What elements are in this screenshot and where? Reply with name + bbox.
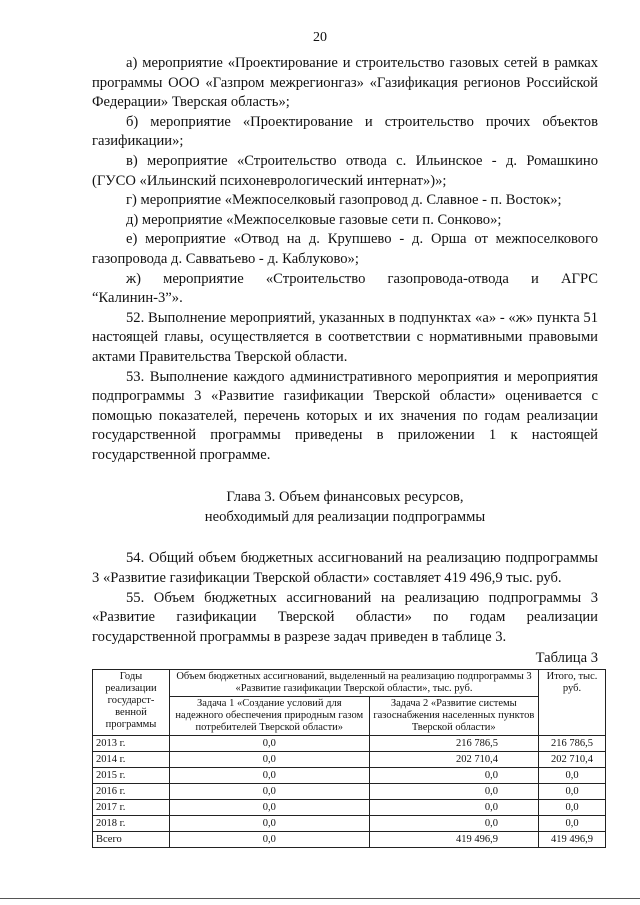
chapter-heading-line1: Глава 3. Объем финансовых ресурсов, xyxy=(226,489,464,506)
table-cell-year: 2016 г. xyxy=(93,784,170,800)
table-cell-year: 2018 г. xyxy=(93,816,170,832)
chapter-heading xyxy=(92,487,598,527)
table-cell-task1: 0,0 xyxy=(170,816,370,832)
table-row xyxy=(93,768,606,784)
paragraph-54: 54. Общий объем бюджетных ассигнований на реализацию подпрограммы 3 «Развитие газификации Тверской области» составляет 419 496,9 тыс. руб. xyxy=(92,550,598,587)
table-cell-year: Всего xyxy=(93,832,170,848)
page-number: 20 xyxy=(313,30,327,45)
table-cell-task2: 0,0 xyxy=(369,784,538,800)
table-row xyxy=(93,800,606,816)
table-cell-year: 2013 г. xyxy=(93,736,170,752)
table-cell-total: 0,0 xyxy=(539,784,606,800)
paragraph-55: 55. Объем бюджетных ассигнований на реализацию подпрограммы 3 «Развитие газификации Тверской области» по годам реализации государственной программы в разрезе задач приведен в таблице 3. xyxy=(92,589,598,645)
table-cell-task2: 216 786,5 xyxy=(369,736,538,752)
table-row xyxy=(93,784,606,800)
table-cell-total: 0,0 xyxy=(539,800,606,816)
document-body xyxy=(92,54,598,848)
header-task2: Задача 2 «Развитие системы газоснабжения населенных пунктов Тверской области» xyxy=(369,697,538,736)
table-caption: Таблица 3 xyxy=(535,650,598,667)
paragraph-b: б) мероприятие «Проектирование и строительство прочих объектов газификации»; xyxy=(92,113,598,150)
header-volume: Объем бюджетных ассигнований, выделенный на реализацию подпрограммы 3 «Развитие газификации Тверской области», тыс. руб. xyxy=(170,670,539,697)
table-cell-year: 2017 г. xyxy=(93,800,170,816)
table-cell-task1: 0,0 xyxy=(170,736,370,752)
paragraph-v: в) мероприятие «Строительство отвода с. Ильинское - д. Ромашкино (ГУСО «Ильинский психоневрологический интернат»)»; xyxy=(92,152,598,189)
table-row xyxy=(93,752,606,768)
paragraph-52: 52. Выполнение мероприятий, указанных в подпунктах «а» - «ж» пункта 51 настоящей главы, осуществляется в соответствии с нормативными правовыми актами Правительства Тверской области. xyxy=(92,309,598,365)
header-task1: Задача 1 «Создание условий для надежного обеспечения природным газом потребителей Тверской области» xyxy=(170,697,370,736)
table-cell-task2: 419 496,9 xyxy=(369,832,538,848)
paragraph-d: д) мероприятие «Межпоселковые газовые сети п. Сонково»; xyxy=(126,211,502,228)
paragraph-g: г) мероприятие «Межпоселковый газопровод д. Славное - п. Восток»; xyxy=(126,192,562,209)
header-total: Итого, тыс. руб. xyxy=(539,670,606,736)
table-cell-task1: 0,0 xyxy=(170,800,370,816)
header-years: Годы реализации государст-венной программы xyxy=(93,670,170,736)
table-cell-task1: 0,0 xyxy=(170,784,370,800)
table-cell-total: 216 786,5 xyxy=(539,736,606,752)
table-cell-task1: 0,0 xyxy=(170,832,370,848)
table-cell-total: 202 710,4 xyxy=(539,752,606,768)
paragraph-53: 53. Выполнение каждого административного мероприятия и мероприятия подпрограммы 3 «Развитие газификации Тверской области» оценивается с помощью показателей, перечень которых и их значения по годам реализации государственной программы приведены в приложении 1 к настоящей государственной программе. xyxy=(92,368,598,463)
budget-table xyxy=(92,669,606,848)
table-cell-total: 419 496,9 xyxy=(539,832,606,848)
table-cell-total: 0,0 xyxy=(539,816,606,832)
table-cell-task1: 0,0 xyxy=(170,768,370,784)
paragraph-e: е) мероприятие «Отвод на д. Крупшево - д. Орша от межпоселкового газопровода д. Савватьево - д. Каблуково»; xyxy=(92,231,598,267)
table-cell-year: 2014 г. xyxy=(93,752,170,768)
chapter-heading-line2: необходимый для реализации подпрограммы xyxy=(204,509,486,526)
table-cell-task2: 0,0 xyxy=(369,800,538,816)
paragraph-a: а) мероприятие «Проектирование и строительство газовых сетей в рамках программы ООО «Газпром межрегионгаз» «Газификация регионов Российской Федерации» Тверская область»; xyxy=(92,55,598,111)
table-cell-task2: 0,0 xyxy=(369,768,538,784)
page-bottom-edge xyxy=(0,898,640,899)
table-cell-task2: 202 710,4 xyxy=(369,752,538,768)
paragraph-zh: ж) мероприятие «Строительство газопровода-отвода и АГРС “Калинин-3”». xyxy=(92,270,598,307)
table-cell-total: 0,0 xyxy=(539,768,606,784)
table-cell-year: 2015 г. xyxy=(93,768,170,784)
table-row xyxy=(93,736,606,752)
table-row xyxy=(93,832,606,848)
table-cell-task1: 0,0 xyxy=(170,752,370,768)
table-cell-task2: 0,0 xyxy=(369,816,538,832)
table-row xyxy=(93,816,606,832)
